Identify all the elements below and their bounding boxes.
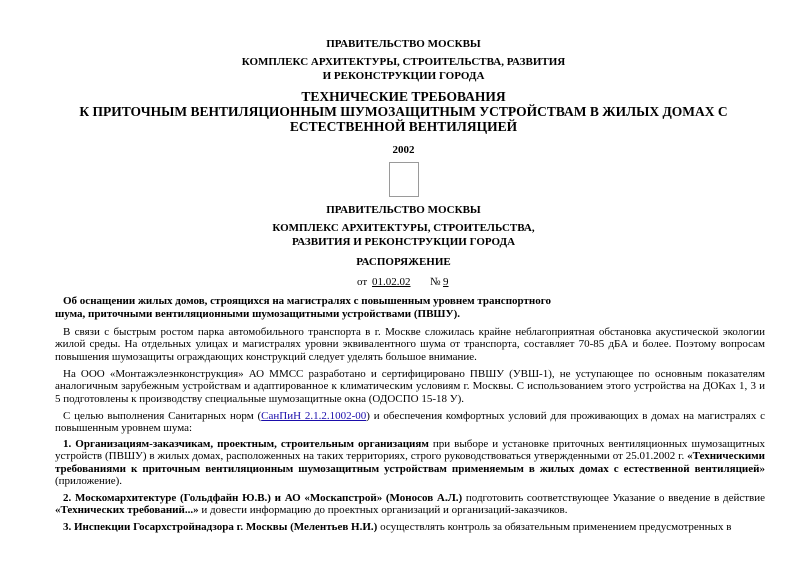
item1-text-a: при выборе и установке приточных вентиляционных шумозащитных устройств (ПВШУ) в жилых домах, расположенных на таких территориях, строго руководствоваться утвержденными от 25.01.2002 г. [55,438,765,463]
paragraph-intro-text: В связи с быстрым ростом парка автомобильного транспорта в г. Москве сложилась крайне неблагоприятная обстановка акустической экологии жилой среды. На отдельных улицах и магистралях уровни эквивалентного шума от транспорта, составляет 70-85 дБА и более. Поэтому вопросам повышения шумозащиты ограждающих конструкций следует уделять большое внимание. [55,326,765,363]
order-item-1 [55,438,765,488]
header-government: ПРАВИТЕЛЬСТВО МОСКВЫ [326,38,481,50]
title-line2: К ПРИТОЧНЫМ ВЕНТИЛЯЦИОННЫМ ШУМОЗАЩИТНЫМ УСТРОЙСТВАМ В ЖИЛЫХ ДОМАХ С [79,104,728,119]
title-line3: ЕСТЕСТВЕННОЙ ВЕНТИЛЯЦИЕЙ [289,119,518,134]
date-label: от [357,276,368,288]
item2-doc-title: «Технических требований...» [55,504,199,517]
item1-number: 1. [63,438,72,450]
paragraph-device-text: На ООО «Монтажэлеэнконструкция» АО ММСС разработано и сертифицировано ПВШУ (УВШ-1), не уступающее по основным показателям аналогичным зарубежным устройствам и адаптированное к климатическим условиям г. Москвы. С использованием этого устройства на ДОКах 1, 3 и 5 подготовлены к производству специальные шумозащитные окна (ОДОСПО 15-18 У). [55,368,765,405]
order-complex-line2: РАЗВИТИЯ И РЕКОНСТРУКЦИИ ГОРОДА [291,236,516,248]
order-doc-type: РАСПОРЯЖЕНИЕ [356,256,451,268]
item3-addressee: Инспекции Госархстройнадзора г. Москвы (Мелентьев Н.И.) [74,521,378,533]
header-complex-line2: И РЕКОНСТРУКЦИИ ГОРОДА [322,70,485,82]
number-label: № [430,276,441,288]
item1-addressee: Организациям-заказчикам, проектным, строительным организациям [75,438,429,450]
item1-text-b: (приложение). [55,475,123,488]
paragraph-intro [55,326,765,363]
sanpin-link[interactable]: СанПиН 2.1.2.1002-00 [261,410,367,422]
paragraph-purpose [55,410,765,435]
order-item-2 [55,492,765,517]
item2-addressee: Москомархитектуре (Гольдфайн Ю.В.) и АО «Москапстрой» (Моносов А.Л.) [74,492,463,504]
subject-line2: шума, приточными вентиляционными шумозащитными устройствами (ПВШУ). [55,307,460,320]
document-year: 2002 [392,144,415,156]
item2-number: 2. [63,492,72,504]
paragraph-purpose-a: С целью выполнения Санитарных норм ( [63,410,262,422]
order-subject [55,295,575,320]
subject-line1: Об оснащении жилых домов, строящихся на магистралях с повышенным уровнем транспортного [63,295,551,307]
item1-doc-title: «Техническими требованиями к приточным вентиляционным шумозащитным устройствам применяемым в жилых домах с естественной вентиляцией» [55,450,765,475]
item2-text-b: и довести информацию до проектных организаций и организаций-заказчиков. [198,504,568,517]
order-complex-line1: КОМПЛЕКС АРХИТЕКТУРЫ, СТРОИТЕЛЬСТВА, [272,222,535,234]
header-complex-line1: КОМПЛЕКС АРХИТЕКТУРЫ, СТРОИТЕЛЬСТВА, РАЗВИТИЯ [241,56,566,68]
item2-text-a: подготовить соответствующее Указание о введение в действие [462,492,765,504]
order-government: ПРАВИТЕЛЬСТВО МОСКВЫ [326,204,481,216]
item3-number: 3. [63,521,72,533]
paragraph-device [55,368,765,405]
order-item-3 [55,521,765,533]
order-date[interactable]: 01.02.02 [372,276,411,288]
coat-of-arms-image-placeholder [389,162,419,197]
order-number[interactable]: 9 [443,276,449,288]
paragraph-purpose-b: ) и обеспечения комфортных условий для проживающих в домах на магистралях с повышенным уровнем шума: [55,410,766,435]
item3-text-a: осуществлять контроль за обязательным применением предусмотренных в [377,521,732,533]
title-line1: ТЕХНИЧЕСКИЕ ТРЕБОВАНИЯ [301,89,506,104]
